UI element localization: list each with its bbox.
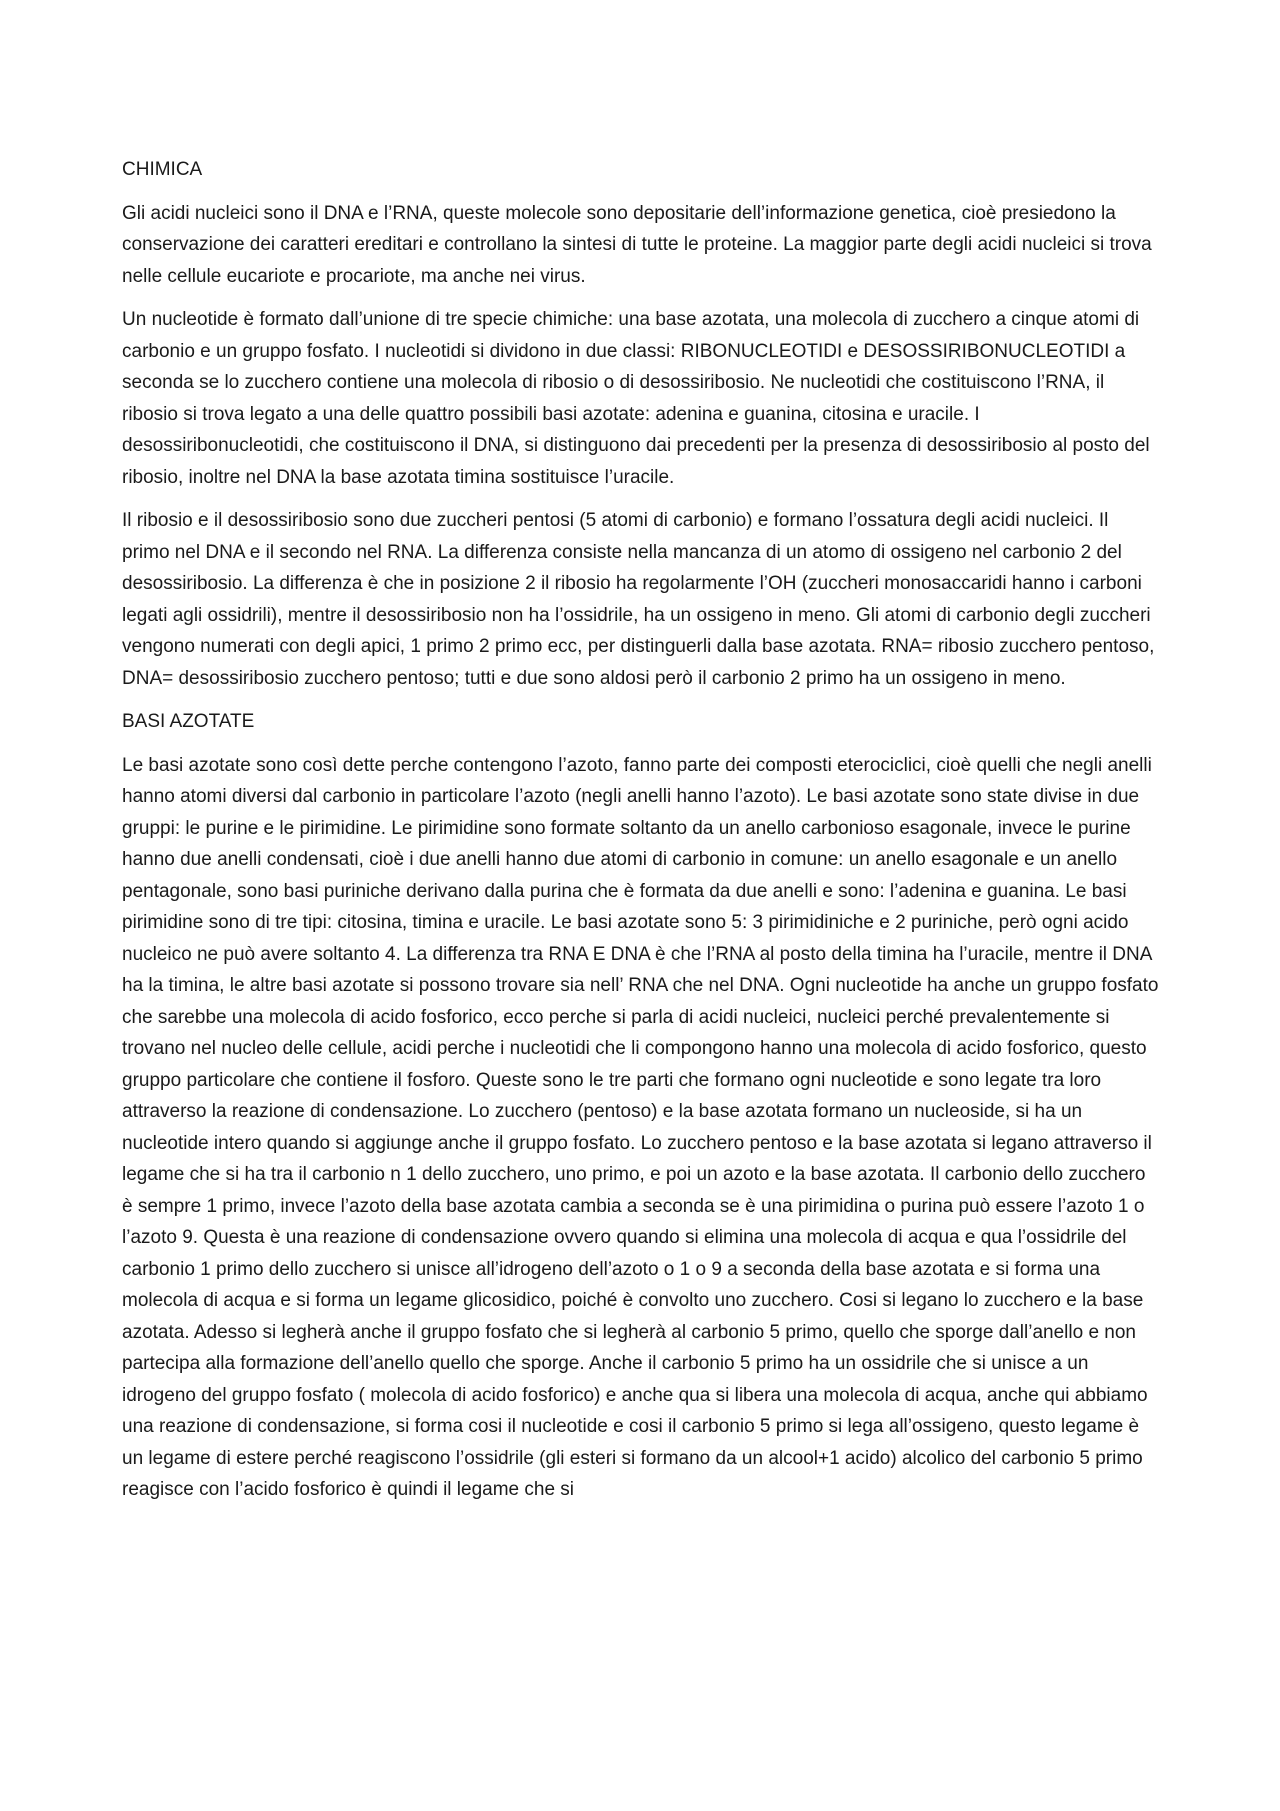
paragraph-acidi-nucleici: Gli acidi nucleici sono il DNA e l’RNA, queste molecole sono depositarie dell’informazione genetica, cioè presiedono la conservazione dei caratteri ereditari e controllano la sintesi di tutte le proteine. La maggior parte degli acidi nucleici si trova nelle cellule eucariote e procariote, ma anche nei virus.	[122, 202, 1152, 287]
paragraph-ribosio: Il ribosio e il desossiribosio sono due zuccheri pentosi (5 atomi di carbonio) e formano l’ossatura degli acidi nucleici. Il primo nel DNA e il secondo nel RNA. La differenza consiste nella mancanza di un atomo di ossigeno nel carbonio 2 del desossiribosio. La differenza è che in posizione 2 il ribosio ha regolarmente l’OH (zuccheri monosaccaridi hanno i carboni legati agli ossidrili), mentre il desossiribosio non ha l’ossidrile, ha un ossigeno in meno. Gli atomi di carbonio degli zuccheri vengono numerati con degli apici, 1 primo 2 primo ecc, per distinguerli dalla base azotata. RNA= ribosio zucchero pentoso, DNA= desossiribosio zucchero pentoso; tutti e due sono aldosi però il carbonio 2 primo ha un ossigeno in meno.	[122, 510, 1155, 689]
paragraph-basi-azotate: Le basi azotate sono così dette perche contengono l’azoto, fanno parte dei composti eterociclici, cioè quelli che negli anelli hanno atomi diversi dal carbonio in particolare l’azoto (negli anelli hanno l’azoto). Le basi azotate sono state divise in due gruppi: le purine e le pirimidine. Le pirimidine sono formate soltanto da un anello carbonioso esagonale, invece le purine hanno due anelli condensati, cioè i due anelli hanno due atomi di carbonio in comune: un anello esagonale e un anello pentagonale, sono basi puriniche derivano dalla purina che è formata da due anelli e sono: l’adenina e guanina. Le basi pirimidine sono di tre tipi: citosina, timina e uracile. Le basi azotate sono 5: 3 pirimidiniche e 2 puriniche, però ogni acido nucleico ne può avere soltanto 4. La differenza tra RNA E DNA è che l’RNA al posto della timina ha l’uracile, mentre il DNA ha la timina, le altre basi azotate si possono trovare sia nell’ RNA che nel DNA. Ogni nucleotide ha anche un gruppo fosfato che sarebbe una molecola di acido fosforico, ecco perche si parla di acidi nucleici, nucleici perché prevalentemente si trovano nel nucleo delle cellule, acidi perche i nucleotidi che li compongono hanno una molecola di acido fosforico, questo gruppo particolare che contiene il fosforo. Queste sono le tre parti che formano ogni nucleotide e sono legate tra loro attraverso la reazione di condensazione. Lo zucchero (pentoso) e la base azotata formano un nucleoside, si ha un nucleotide intero quando si aggiunge anche il gruppo fosfato. Lo zucchero pentoso e la base azotata si legano attraverso il legame che si ha tra il carbonio n 1 dello zucchero, uno primo, e poi un azoto e la base azotata. Il carbonio dello zucchero è sempre 1 primo, invece l’azoto della base azotata cambia a seconda se è una pirimidina o purina può essere l’azoto 1 o l’azoto 9. Questa è una reazione di condensazione ovvero quando si elimina una molecola di acqua e qua l’ossidrile del carbonio 1 primo dello zucchero si unisce all’idrogeno dell’azoto o 1 o 9 a seconda della base azotata e si forma una molecola di acqua e si forma un legame glicosidico, poiché è convolto uno zucchero. Cosi si legano lo zucchero e la base azotata. Adesso si legherà anche il gruppo fosfato che si legherà al carbonio 5 primo, quello che sporge dall’anello e non partecipa alla formazione dell’anello quello che sporge. Anche il carbonio 5 primo ha un ossidrile che si unisce a un idrogeno del gruppo fosfato ( molecola di acido fosforico) e anche qua si libera una molecola di acqua, anche qui abbiamo una reazione di condensazione, si forma cosi il nucleotide e cosi il carbonio 5 primo si lega all’ossigeno, questo legame è un legame di estere perché reagiscono l’ossidrile (gli esteri si formano da un alcool+1 acido) alcolico del carbonio 5 primo reagisce con l’acido fosforico è quindi il legame che si	[122, 754, 1159, 1500]
heading-basi-azotate: BASI AZOTATE	[122, 711, 255, 732]
heading-chimica: CHIMICA	[122, 159, 203, 180]
paragraph-nucleotide: Un nucleotide è formato dall’unione di tre specie chimiche: una base azotata, una molecola di zucchero a cinque atomi di carbonio e un gruppo fosfato. I nucleotidi si dividono in due classi: RIBONUCLEOTIDI e DESOSSIRIBONUCLEOTIDI a seconda se lo zucchero contiene una molecola di ribosio o di desossiribosio. Ne nucleotidi che costituiscono l’RNA, il ribosio si trova legato a una delle quattro possibili basi azotate: adenina e guanina, citosina e uracile. I desossiribonucleotidi, che costituiscono il DNA, si distinguono dai precedenti per la presenza di desossiribosio al posto del ribosio, inoltre nel DNA la base azotata timina sostituisce l’uracile.	[122, 309, 1150, 488]
